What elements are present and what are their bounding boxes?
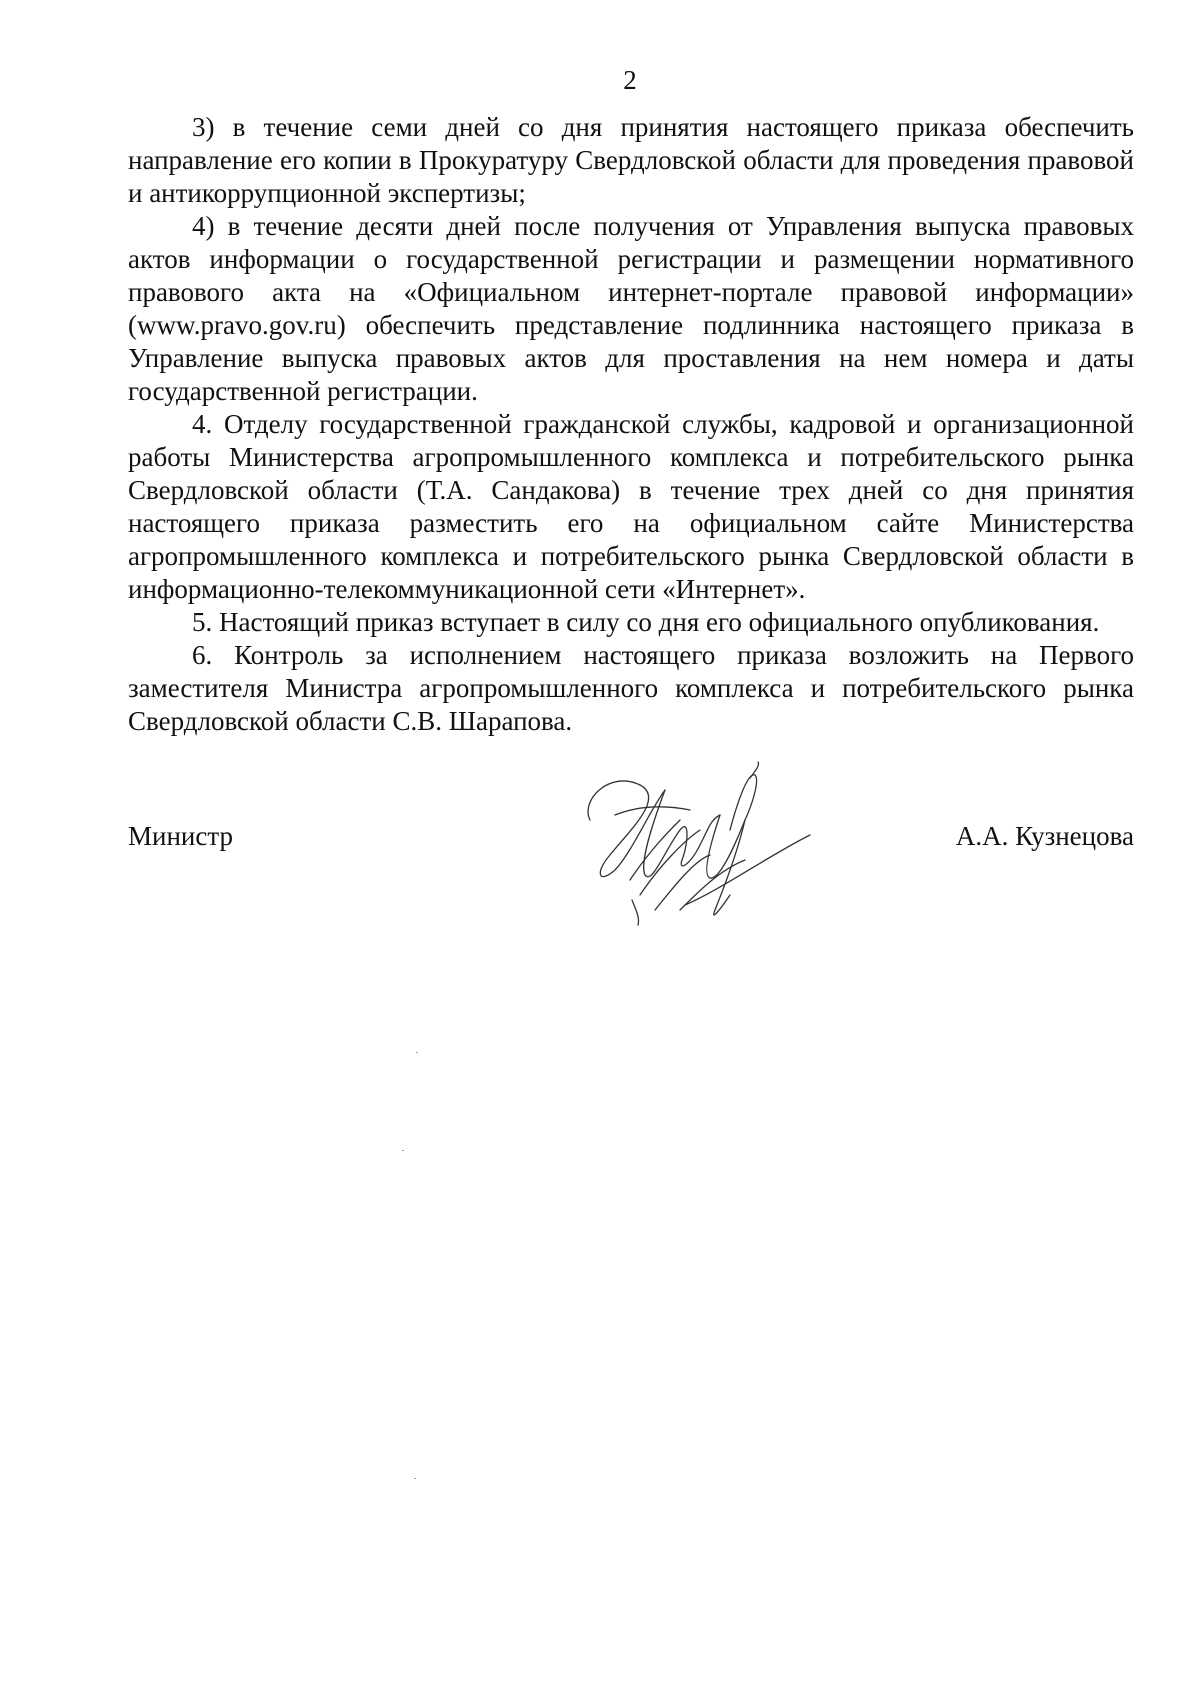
signature-block — [128, 820, 1134, 880]
paragraph-section-6: 6. Контроль за исполнением настоящего приказа возложить на Первого заместителя Министра агропромышленного комплекса и потребительского рынка Свердловской области С.В. Шарапова. — [128, 640, 1134, 736]
paragraph-section-4: 4. Отделу государственной гражданской службы, кадровой и организационной работы Министерства агропромышленного комплекса и потребительского рынка Свердловской области (Т.А. Сандакова) в течение трех дней со дня принятия настоящего приказа разместить его на официальном сайте Министерства агропромышленного комплекса и потребительского рынка Свердловской области в информационно-телекоммуникационной сети «Интернет». — [128, 409, 1134, 604]
paragraph-item-3: 3) в течение семи дней со дня принятия настоящего приказа обеспечить направление его копии в Прокуратуру Свердловской области для проведения правовой и антикоррупционной экспертизы; — [128, 112, 1134, 208]
paragraph-item-4: 4) в течение десяти дней после получения от Управления выпуска правовых актов информации о государственной регистрации и размещении нормативного правового акта на «Официальном интернет-портале правовой информации» (www.pravo.gov.ru) обеспечить представление подлинника настоящего приказа в Управление выпуска правовых актов для проставления на нем номера и даты государственной регистрации. — [128, 211, 1134, 406]
signatory-name: А.А. Кузнецова — [955, 821, 1134, 851]
scan-speck — [416, 1052, 418, 1053]
scan-speck — [402, 1150, 404, 1151]
page-number: 2 — [623, 65, 637, 95]
scan-speck — [414, 1478, 416, 1479]
signatory-title: Министр — [128, 821, 233, 851]
document-body — [128, 111, 1134, 738]
paragraph-section-5: 5. Настоящий приказ вступает в силу со дня его официального опубликования. — [192, 607, 1100, 637]
